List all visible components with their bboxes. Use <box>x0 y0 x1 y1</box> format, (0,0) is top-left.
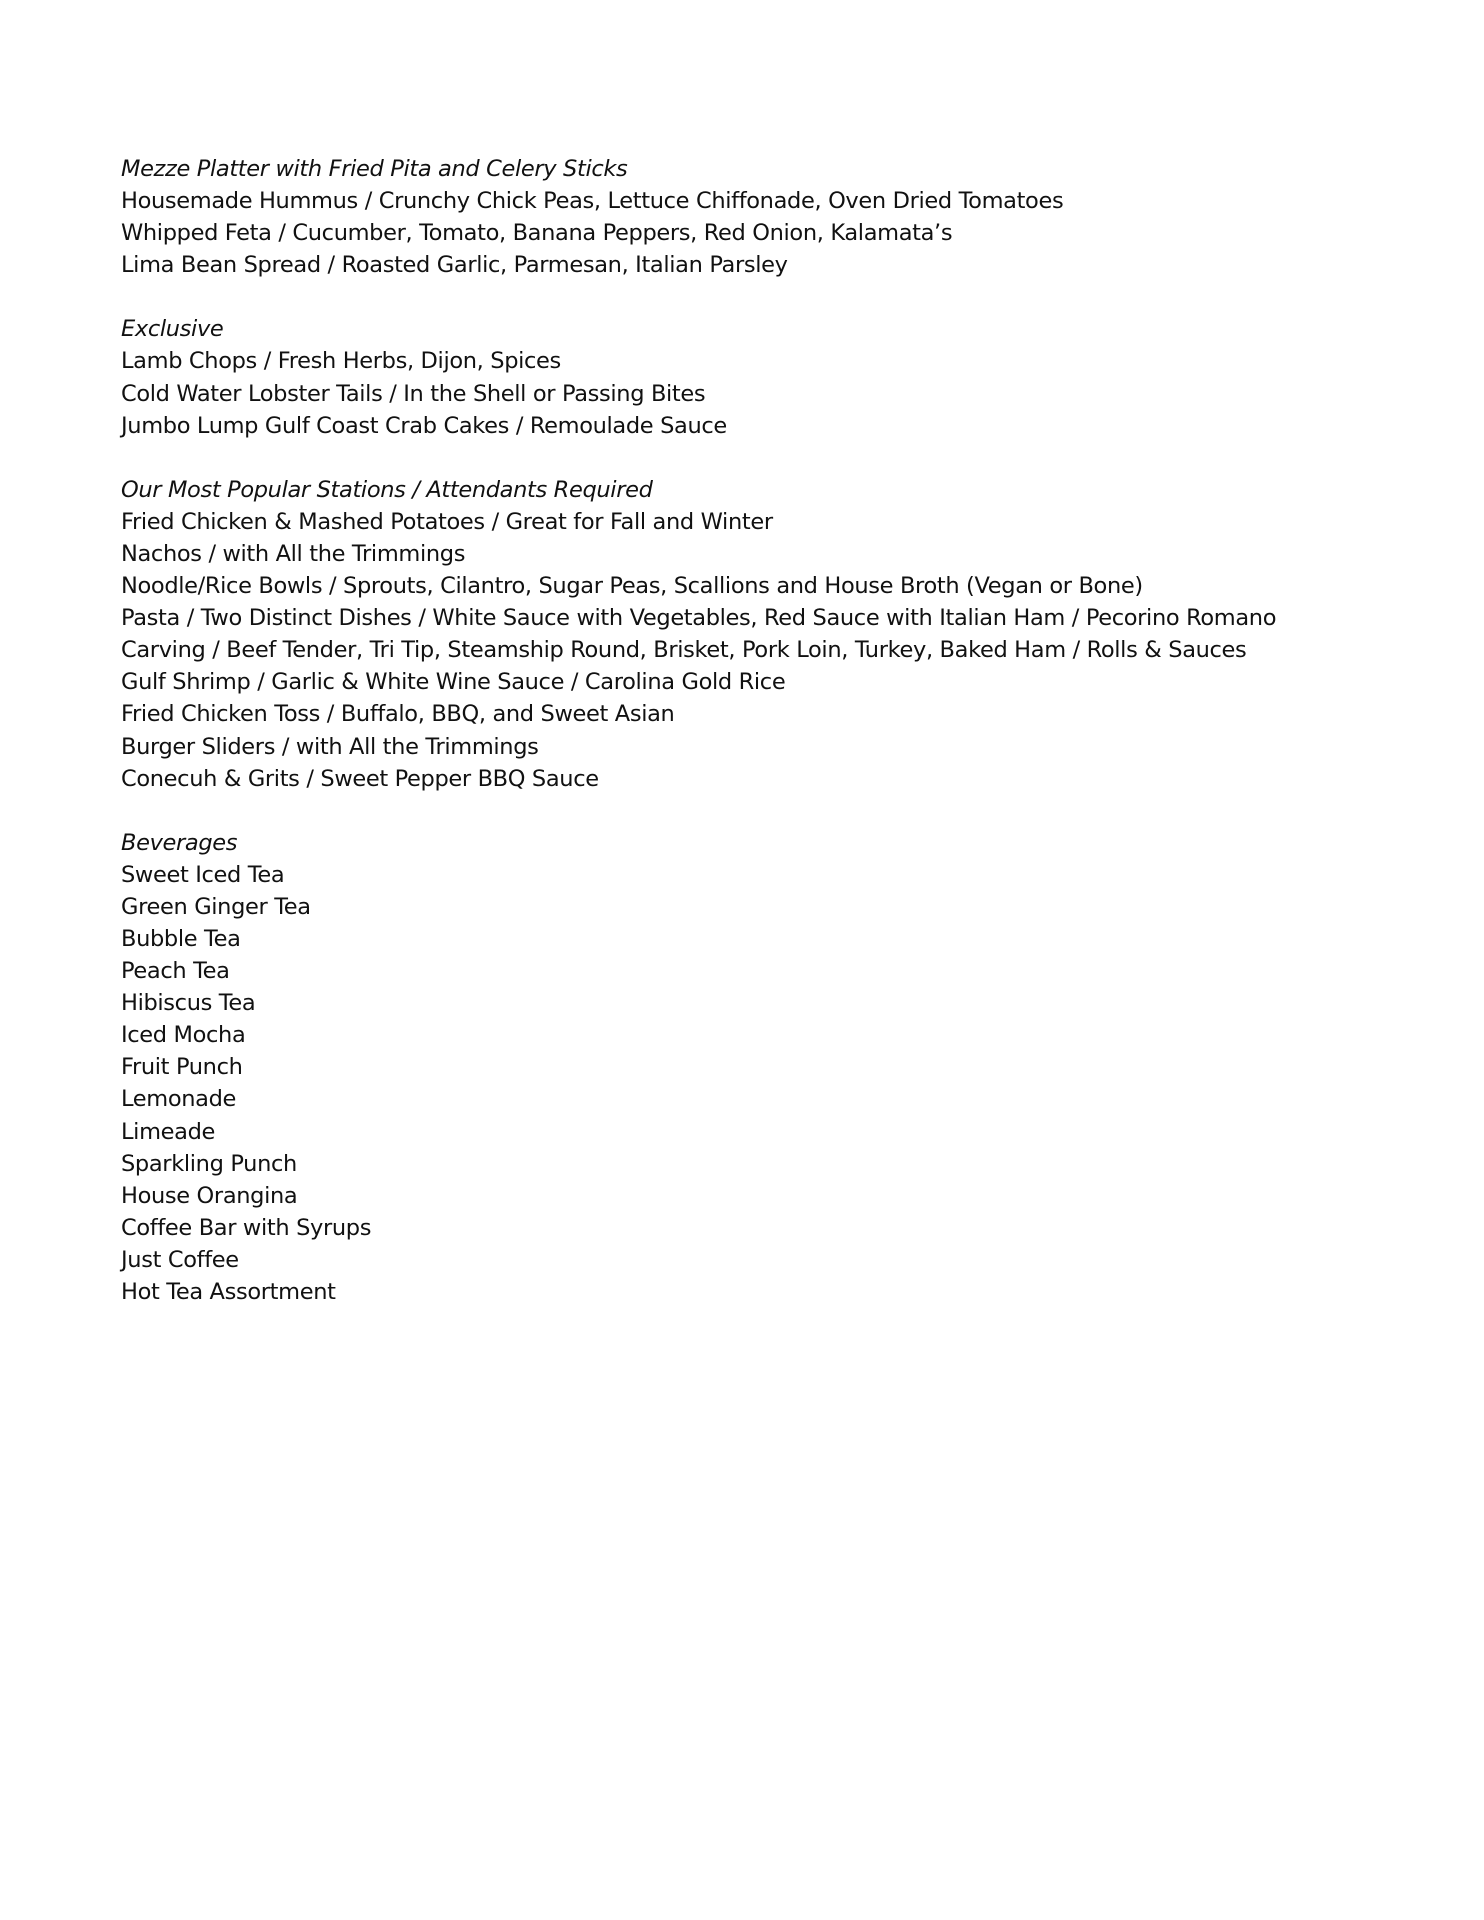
menu-page <box>121 153 1421 1340</box>
menu-item: Hibiscus Tea <box>121 990 256 1017</box>
section-exclusive <box>121 313 1421 441</box>
section-heading: Beverages <box>121 829 238 856</box>
section-beverages <box>121 827 1421 1308</box>
menu-item: Coffee Bar with Syrups <box>121 1214 372 1241</box>
menu-item: Pasta / Two Distinct Dishes / White Sauce with Vegetables, Red Sauce with Italian Ham / Pecorino Romano <box>121 605 1277 632</box>
menu-item: Conecuh & Grits / Sweet Pepper BBQ Sauce <box>121 765 599 792</box>
menu-item: Burger Sliders / with All the Trimmings <box>121 733 539 760</box>
menu-item: Hot Tea Assortment <box>121 1279 336 1305</box>
menu-item: Lemonade <box>121 1086 237 1113</box>
section-popular-stations <box>121 474 1421 795</box>
menu-item: Carving / Beef Tender, Tri Tip, Steamship Round, Brisket, Pork Loin, Turkey, Baked Ham / Rolls & Sauces <box>121 637 1247 664</box>
menu-item: Gulf Shrimp / Garlic & White Wine Sauce / Carolina Gold Rice <box>121 669 786 696</box>
section-heading: Mezze Platter with Fried Pita and Celery Sticks <box>121 156 628 182</box>
menu-item: Housemade Hummus / Crunchy Chick Peas, Lettuce Chiffonade, Oven Dried Tomatoes <box>121 188 1064 215</box>
menu-item: Fruit Punch <box>121 1054 243 1081</box>
menu-item: Cold Water Lobster Tails / In the Shell or Passing Bites <box>121 380 706 407</box>
menu-item: Lima Bean Spread / Roasted Garlic, Parmesan, Italian Parsley <box>121 252 788 279</box>
menu-item: Fried Chicken & Mashed Potatoes / Great for Fall and Winter <box>121 508 773 535</box>
menu-item: Peach Tea <box>121 958 230 985</box>
menu-item: Sparkling Punch <box>121 1150 297 1177</box>
section-heading: Our Most Popular Stations / Attendants Required <box>121 476 653 503</box>
menu-item: Fried Chicken Toss / Buffalo, BBQ, and Sweet Asian <box>121 701 675 728</box>
menu-item: Whipped Feta / Cucumber, Tomato, Banana Peppers, Red Onion, Kalamata’s <box>121 220 953 247</box>
menu-item: Green Ginger Tea <box>121 893 311 920</box>
section-heading: Exclusive <box>121 316 224 343</box>
menu-item: Noodle/Rice Bowls / Sprouts, Cilantro, Sugar Peas, Scallions and House Broth (Vegan or Bone) <box>121 573 1143 600</box>
menu-item: Bubble Tea <box>121 925 241 952</box>
menu-item: House Orangina <box>121 1182 298 1209</box>
menu-item: Nachos / with All the Trimmings <box>121 540 466 567</box>
menu-item: Jumbo Lump Gulf Coast Crab Cakes / Remoulade Sauce <box>121 412 727 439</box>
menu-item: Just Coffee <box>121 1246 239 1273</box>
menu-item: Iced Mocha <box>121 1022 246 1049</box>
section-mezze-platter <box>121 153 1421 281</box>
menu-item: Sweet Iced Tea <box>121 861 285 888</box>
menu-item: Limeade <box>121 1118 216 1145</box>
menu-item: Lamb Chops / Fresh Herbs, Dijon, Spices <box>121 348 561 375</box>
